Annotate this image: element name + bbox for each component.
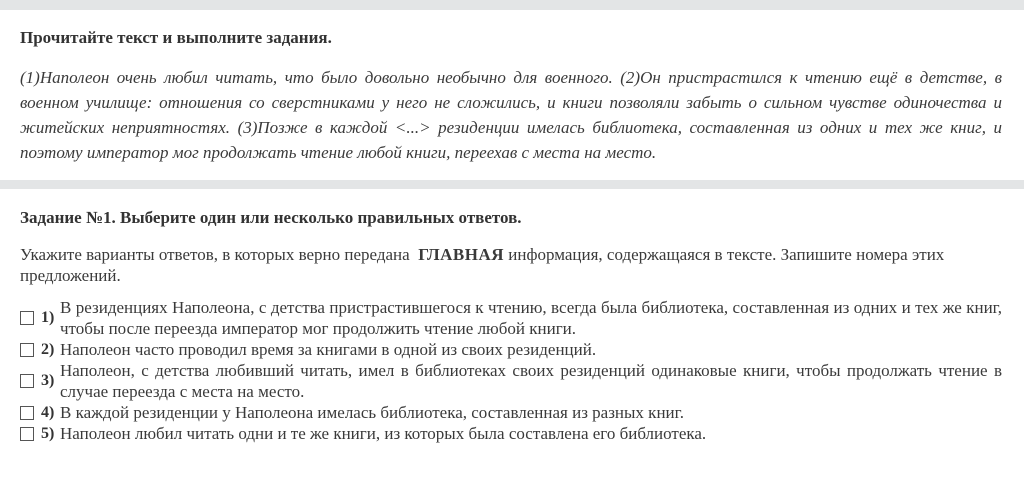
- reading-text: (1)Наполеон очень любил читать, что было довольно необычно для военного. (2)Он пристрастился к чтению ещё в детстве, в военном училище: отношения со сверстниками у него не сложились, и книги позволяли забыть о сильном чувстве одиночества и житейских неприятностях. (3)Позже в каждой <...> резиденции имелась библиотека, составленная из одних и тех же книг, и поэтому император мог продолжать чтение любой книги, переехав с места на место.: [20, 68, 1002, 162]
- task-title: Задание №1. Выберите один или несколько правильных ответов.: [20, 208, 522, 227]
- option-number: 2): [41, 340, 55, 358]
- answer-option-3[interactable]: [20, 360, 1002, 402]
- checkbox-option-1[interactable]: [20, 311, 34, 325]
- checkbox-option-2[interactable]: [20, 343, 34, 357]
- option-number: 3): [41, 372, 55, 389]
- answer-options: [20, 297, 1002, 444]
- option-text: Наполеон любил читать одни и те же книги, из которых была составлена его библиотека.: [60, 424, 707, 443]
- checkbox-option-4[interactable]: [20, 406, 34, 420]
- instruction-text-before: Укажите варианты ответов, в которых верно передана: [20, 245, 410, 264]
- section-divider: [0, 180, 1024, 189]
- option-number: 5): [41, 424, 55, 442]
- option-text: Наполеон часто проводил время за книгами в одной из своих резиденций.: [60, 340, 597, 359]
- instruction-emphasis: ГЛАВНАЯ: [418, 245, 505, 264]
- answer-option-1[interactable]: [20, 297, 1002, 339]
- instruction-text-after: информация, содержащаяся в тексте. Запишите номера этих предложений.: [20, 245, 945, 285]
- answer-option-2[interactable]: [20, 339, 1002, 360]
- checkbox-option-3[interactable]: [20, 374, 34, 388]
- option-text: В резиденциях Наполеона, с детства пристрастившегося к чтению, всегда была библиотека, составленная из одних и тех же книг, чтобы после переезда император мог продолжить чтение любой книги.: [60, 298, 1002, 338]
- reading-title: Прочитайте текст и выполните задания.: [20, 28, 332, 47]
- option-number: 1): [41, 309, 55, 326]
- task-instruction: [20, 244, 1002, 286]
- checkbox-option-5[interactable]: [20, 427, 34, 441]
- option-text: В каждой резиденции у Наполеона имелась библиотека, составленная из разных книг.: [60, 403, 684, 422]
- top-divider: [0, 0, 1024, 10]
- answer-option-4[interactable]: [20, 402, 1002, 423]
- option-number: 4): [41, 403, 55, 421]
- answer-option-5[interactable]: [20, 423, 1002, 444]
- option-text: Наполеон, с детства любивший читать, имел в библиотеках своих резиденций одинаковые книги, чтобы продолжать чтение в случае переезда с места на место.: [60, 361, 1002, 401]
